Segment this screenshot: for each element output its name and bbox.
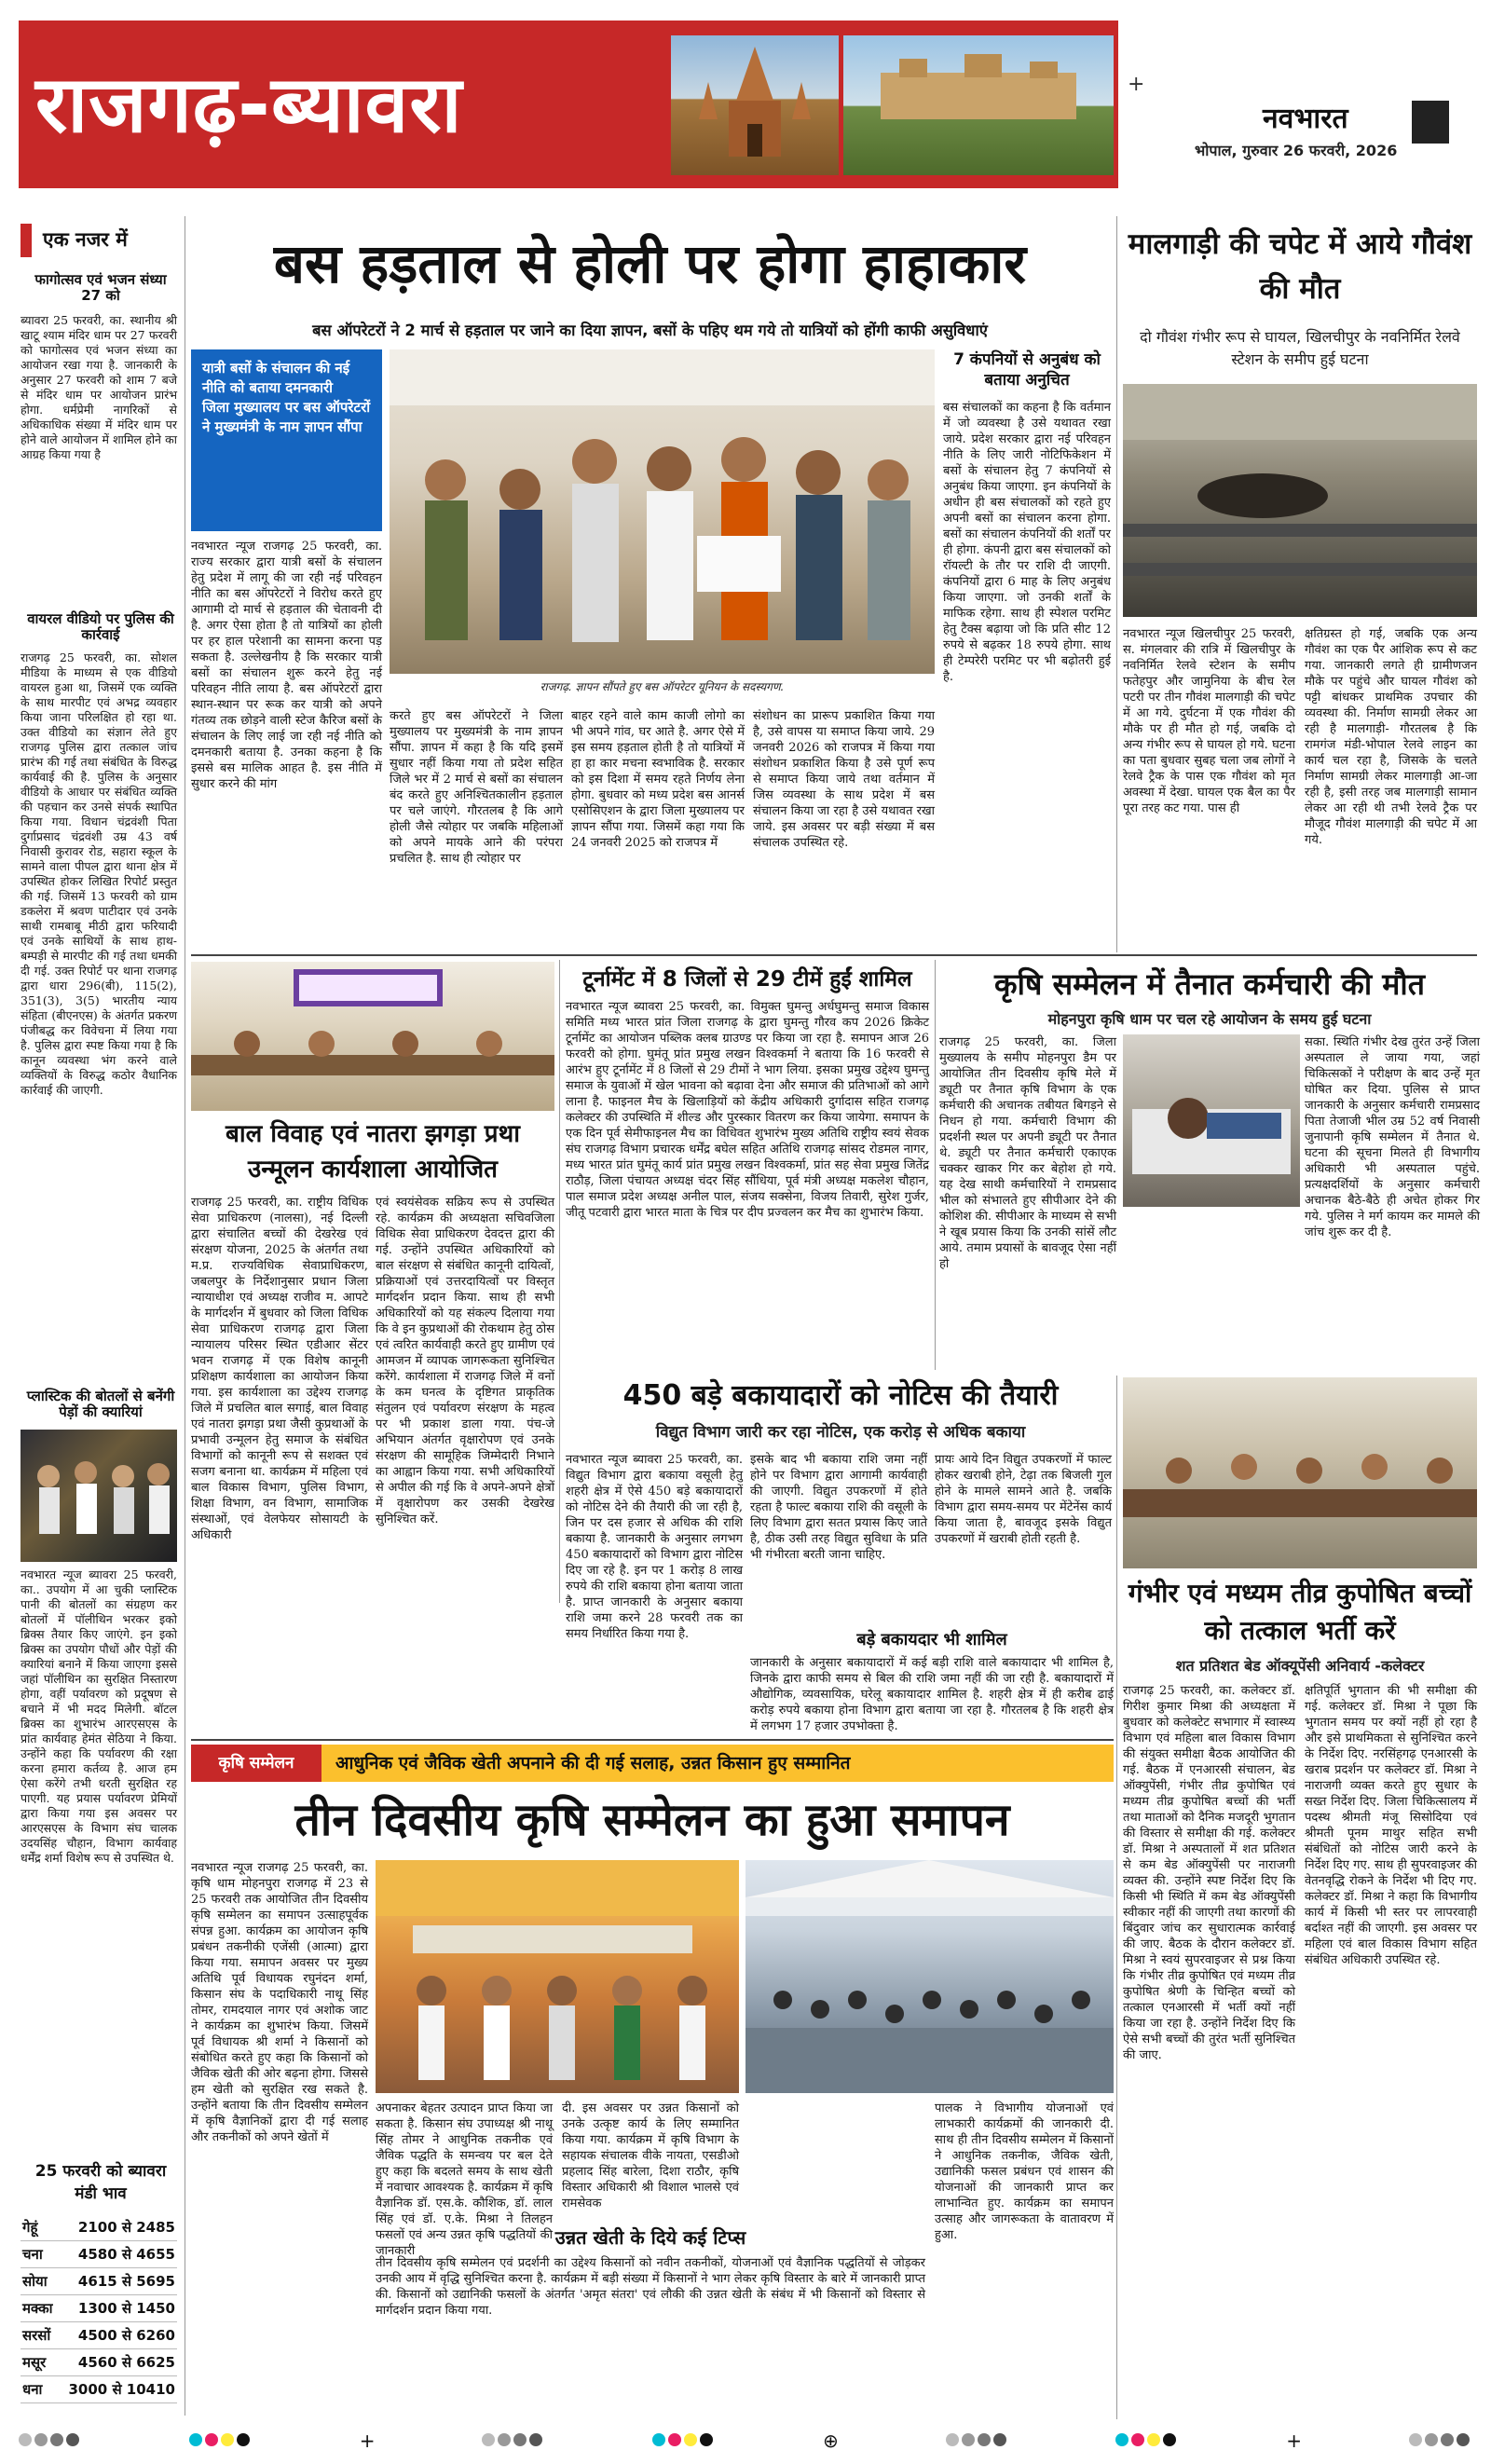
lead-photo-caption: राजगढ़. ज्ञापन सौंपते हुए बस ऑपरेटर यूनियन के सदस्यगण. xyxy=(540,680,785,693)
mandi-row: मक्का 1300 से 1450 xyxy=(21,2295,177,2322)
brief-body: राजगढ़ 25 फरवरी, का. सोशल मीडिया के माध्यम से एक वीडियो वायरल हुआ था, जिसमें एक व्यक्ति के साथ मारपीट एवं अभद्र व्यवहार किया जाना परिलक्षित हो रहा था. उक्त वीडियो का संज्ञान लेते हुए राजगढ़ पुलिस द्वारा तत्काल जांच प्रारंभ की गई तथा संबंधित के विरुद्ध कार्यवाई की है. पुलिस के अनुसार वीडियो के आधार पर संबंधित व्यक्ति की पहचान कर उनसे संपर्क स्थापित किया गया. विधान चंद्रवंशी पिता दुर्गाप्रसाद चंद्रवंशी उम्र 43 वर्ष निवासी कुरावर रोड, सहारा स्कूल के सामने वाला पीपल द्वारा थाना क्षेत्र में उपस्थित होकर लिखित रिपोर्ट प्रस्तुत की गई. जिसमें 13 फरवरी को ग्राम डकलेरा में श्रवण पाटीदार एवं उनके साथी रामबाबू मीठी द्वारा फरियादी एवं उनके साथियों के साथ हाथ-बम्पड़ी से मारपीट की गई तथा धमकी दी गई. उक्त रिपोर्ट पर थाना राजगढ़ द्वारा धारा 296(बी), 115(2), 351(3), 3(5) भारतीय न्याय संहिता (बीएनएस) के अंतर्गत प्रकरण पंजीबद्ध कर विवेचना में लिया गया है. पुलिस द्वारा स्पष्ट किया गया है कि कानून व्यवस्था भंग करने वाले व्यक्तियों के विरुद्ध कठोर वैधानिक कार्रवाई की जाएगी. xyxy=(21,650,177,1097)
child-marriage-headline: बाल विवाह एवं नातरा झगड़ा प्रथा उन्मूलन कार्यशाला आयोजित xyxy=(226,1120,520,1184)
child-marriage-col-2: एवं स्वयंसेवक सक्रिय रूप से उपस्थित रहे. कार्यक्रम की अध्यक्षता सचिवजिला विधिक सेवा प्राधिकरण देवदत्त द्वारा की गई. उन्होंने उपस्थित अधिकारियों को बाल संरक्षण से संबंधित कानूनी दायित्वों, प्रक्रियाओं एवं उत्तरदायित्वों पर विस्तृत मार्गदर्शन प्रदान किया. साथ ही सभी अधिकारियों को यह संकल्प दिलाया गया कि वे इन कुप्रथाओं की रोकथाम हेतु ठोस एवं त्वरित कार्यवाही करते हुए ग्रामीण एवं आमजन में व्यापक जागरूकता सुनिश्चित करेंगे. कार्यशाला में राजगढ़ जिले में वनों के कम घनत्व के दृष्टिगत प्राकृतिक संतुलन एवं पर्यावरण संरक्षण के महत्व पर भी प्रकाश डाला गया. पंच-जे अभियान अंतर्गत वृक्षारोपण एवं उनके संरक्षण की सामूहिक जिम्मेदारी निभाने का आह्वान किया गया. सभी अधिकारियों से अपील की गई कि वे अपने-अपने क्षेत्रों में वृक्षारोपण कर उसकी देखरेख सुनिश्चित करें. xyxy=(376,1196,554,1526)
masthead xyxy=(0,0,1491,198)
agri-headline: तीन दिवसीय कृषि सम्मेलन का हुआ समापन xyxy=(294,1794,1010,1846)
agri-tag-text: कृषि सम्मेलन xyxy=(218,1754,294,1773)
lead-col-3: बाहर रहने वाले काम काजी लोगो का भी अपने गांव, घर आते है. अगर ऐसे में इस समय हड़ताल होती है तो यात्रियों में हा हा कार मचना स्वभाविक है. सरकार को इस दिशा में समय रहते निर्णय लेना होगा. बुधवार को मध्य प्रदेश बस आनर्स एसोसिएशन के द्वारा जिला मुख्यालय पर ज्ञापन सौंपा गया. जिसमें कहा गया कि 24 जनवरी 2025 को राजपत्र में xyxy=(571,709,745,850)
child-marriage-col-1: राजगढ़ 25 फरवरी, का. राष्ट्रीय विधिक सेवा प्राधिकरण (नालसा), नई दिल्ली द्वारा संचालित बच्चों की देखरेख एवं संरक्षण योजना, 2025 के अंतर्गत तथा म.प्र. राज्यविधिक सेवाप्राधिकरण, जबलपुर के निर्देशानुसार प्रधान जिला न्यायाधीश एवं अध्यक्ष राजीव म. आपटे के मार्गदर्शन में बुधवार को जिला विधिक सेवा प्राधिकरण राजगढ़ द्वारा जिला न्यायालय परिसर स्थित एडीआर सेंटर भवन राजगढ़ में एक विशेष कानूनी प्रशिक्षण कार्यशाला का आयोजन किया गया. इस कार्यशाला का उद्देश्य राजगढ़ जिले में प्रचलित बाल सगाई, बाल विवाह एवं नातरा झगड़ा प्रथा जैसी कुप्रथाओं के प्रभावी उन्मूलन हेतु समाज के संबंधित विभागों को कानूनी रूप से सशक्त एवं सजग बनाना था. कार्यक्रम में महिला एवं बाल विकास विभाग, पुलिस विभाग, शिक्षा विभाग, वन विभाग, सामाजिक संस्थाओं, एवं वेलफेयर सोसायटी के अधिकारी xyxy=(191,1196,368,1542)
brief-title: प्लास्टिक की बोतलों से बनेंगी पेड़ों की क्यारियां xyxy=(26,1388,175,1420)
mandi-table xyxy=(21,2214,177,2403)
malnutrition-headline: गंभीर एवं मध्यम तीव्र कुपोषित बच्चों को तत्काल भर्ती करें xyxy=(1128,1578,1472,1646)
agri-tips-body: तीन दिवसीय कृषि सम्मेलन एवं प्रदर्शनी का उद्देश्य किसानों को नवीन तकनीकों, योजनाओं एवं वैज्ञानिक पद्धतियों से जोड़कर उनकी आय में वृद्धि सुनिश्चित करना है. कार्यक्रम में बड़ी संख्या में किसानों ने भाग लेकर कृषि विस्तार के बारे में जानकारी प्राप्त की. किसानों को उद्यानिकी फसलों के अंतर्गत 'अमृत संतरा' एवं लौकी की उन्नत खेती के संबंध में भी किसानों को विस्तार से मार्गदर्शन प्रदान किया गया. xyxy=(376,2256,925,2318)
goods-photo xyxy=(1123,384,1477,617)
sidebar xyxy=(21,216,177,2416)
lead-bluebox-text: यात्री बसों के संचालन की नई नीति को बताया दमनकारी जिला मुख्यालय पर बस ऑपरेटरों ने मुख्यमंत्री के नाम ज्ञापन सौंपा xyxy=(202,360,371,435)
column-divider xyxy=(559,960,560,1603)
paper-name: नवभारत xyxy=(1263,103,1348,135)
malnutrition-col-1: राजगढ़ 25 फरवरी, का. कलेक्टर डॉ. गिरीश कुमार मिश्रा की अध्यक्षता में बुधवार को कलेक्टेट सभागार में स्वास्थ्य विभाग एवं महिला बाल विकास विभाग की संयुक्त समीक्षा बैठक आयोजित की गई. बैठक में एनआरसी संचालन, बेड ऑक्युपेंसी, गंभीर तीव्र कुपोषित एवं मध्यम तीव्र कुपोषित बच्चों की भर्ती तथा माताओं को दैनिक मजदूरी भुगतान की विस्तार से समीक्षा की गई. कलेक्टर डॉ. मिश्रा ने अस्पतालों में शत प्रतिशत से कम बेड ऑक्युपेंसी पर नाराजगी व्यक्त की. उन्होंने स्पष्ट निर्देश दिए कि किसी भी स्थिति में कम बेड ऑक्युपेंसी स्वीकार नहीं की जाएगी तथा कारणों की बिंदुवार जांच कर सुधारात्मक कार्रवाई की जाए. बैठक के दौरान कलेक्टर डॉ. मिश्रा ने स्वयं सुपरवाइजर से प्रश्न किया कि गंभीर तीव्र कुपोषित एवं मध्यम तीव्र कुपोषित श्रेणी के चिन्हित बच्चों को तत्काल एनआरसी में भर्ती क्यों नहीं किया जा रहा है. उन्होंने निर्देश दिए कि ऐसे सभी बच्चों की तुरंत भर्ती सुनिश्चित की जाए. xyxy=(1123,1684,1295,2062)
lead-col-1 xyxy=(191,539,382,949)
electricity-subhead: विद्युत विभाग जारी कर रहा नोटिस, एक करोड़ से अधिक बकाया xyxy=(655,1423,1026,1442)
brief-body: नवभारत न्यूज ब्यावरा 25 फरवरी, का.. उपयोग में आ चुकी प्लास्टिक पानी की बोतलों का संग्रहण कर बोतलों में पॉलीथिन भरकर इको ब्रिक्स तैयार किए जाएंगे. इन इको ब्रिक्स का उपयोग पौधों और पेड़ों की क्यारियां बनाने में किया जाएगा इससे जहां पॉलीथिन का सुरक्षित निस्तारण होगा, वहीं पर्यावरण को प्रदूषण से बचाने में भी मदद मिलेगी. बॉटल ब्रिक्स का शुभारंभ आरएसएस के प्रांत कार्यवाह हेमंत सेठिया ने किया. उन्होंने कहा कि पर्यावरण की रक्षा करना हमारा कर्तव्य है. आज हम ऐसा करेंगे तभी धरती सुरक्षित रह पाएगी. यह प्रयास पर्यावरण प्रेमियों द्वारा किया गया इस अवसर पर आरएसएस के विभाग संघ चालक उदयसिंह चौहान, विभाग कार्यवाह धर्मेंद्र शर्मा विशेष रूप से उपस्थित थे. xyxy=(21,1567,177,1865)
workshop-photo xyxy=(191,962,554,1111)
lead-photo xyxy=(390,349,935,674)
section-title: राजगढ़-ब्यावरा xyxy=(35,59,463,150)
tournament-headline: टूर्नामेंट में 8 जिलों से 29 टीमें हुईं शामिल xyxy=(582,967,912,992)
mandi-row: सरसों 4500 से 6260 xyxy=(21,2322,177,2349)
malnutrition-photo xyxy=(1123,1377,1477,1568)
goods-headline: मालगाड़ी की चपेट में आये गौवंश की मौत xyxy=(1128,227,1472,306)
electricity-subsection-body: जानकारी के अनुसार बकायादारों में कई बड़ी राशि वाले बकायादार भी शामिल है, जिनके द्वारा काफी समय से बिल की राशि जमा नहीं की जा रही है. बकायादारों में औद्योगिक, व्यवसायिक, घरेलू बकायादार शामिल है. शहरी क्षेत्र में ही करीब ढाई करोड़ रुपये बकाया होना विभाग द्वारा बताया जा रहा है. गौरतलब है कि शहरी क्षेत्र में लगभग 17 हजार उपभोक्ता है. xyxy=(750,1656,1114,1733)
mandi-row: गेहूं 2100 से 2485 xyxy=(21,2214,177,2241)
goods-col-2: क्षतिग्रस्त हो गई, जबकि एक अन्य गौवंश का एक पैर आंशिक रूप से कट गया. जानकारी लगते ही ग्रामीणजन मौके पर पहुंचे और घायल गौवंश को पट्टी बांधकर प्राथमिक उपचार की व्यवस्था की. निर्माण सामग्री लेकर आ रही है मालगाड़ी- गौरतलब है कि रामगंज मंडी-भोपाल रेलवे लाइन का कार्य चल रहा है, जिसके के चलते निर्माण सामग्री लेकर मालगाड़ी आ-जा रही है, इसी तरह जब मालगाड़ी सामान लेकर आ रही थी तभी रेलवे ट्रैक पर मौजूद गौवंश मालगाड़ी की चपेट में आ गये. xyxy=(1305,627,1477,847)
lead-col-4: संशोधन का प्रारूप प्रकाशित किया गया है, उसे वापस या समाप्त किया जाये. 29 जनवरी 2026 को राजपत्र में किया गया संशोधन प्रकाशित किया है उसे पूर्ण रूप से समाप्त किया जाये तथा वर्तमान में जिस व्यवस्था के साथ प्रदेश में बस संचालन किया जा रहा है उसे यथावत रखा जाये. इस अवसर पर बड़ी संख्या में बस संचालक उपस्थित रहे. xyxy=(753,709,935,850)
lead-sidebox-body: बस संचालकों का कहना है कि वर्तमान में जो व्यवस्था है उसे यथावत रखा जाये. प्रदेश सरकार द्वारा नई परिवहन नीति के लिए जारी नोटिफिकेशन में बसों के संचालन हेतु 7 कंपनियों से अनुबंध किया जाएगा. इन कंपनियों के अधीन ही बस संचालकों को रहते हुए अपनी बसों का संचालन करना होगा. बसों का संचालन कंपनियों की शर्तों पर ही होगा. कंपनी द्वारा बस संचालकों को रॉयल्टी के तौर पर राशि दी जाएगी. कंपनियों द्वारा 6 माह के लिए अनुबंध किया जाएगा. जो उनकी शर्तों के माफिक रहेगा. साथ ही स्पेशल परमिट हेतु टैक्स बढ़ाया जो कि प्रति सीट 12 रुपये से बढ़कर 18 रुपये होगा. साथ ही टेम्परेरी परमिट पर भी बढ़ोतरी हुई है. xyxy=(943,401,1111,684)
agri-photo-crowd xyxy=(746,1860,1114,2093)
masthead-photo-temple xyxy=(671,35,839,175)
register-mark-icon: + xyxy=(359,2430,376,2452)
dateline: भोपाल, गुरुवार 26 फरवरी, 2026 xyxy=(1195,142,1398,159)
lead-col-1-text: नवभारत न्यूज राजगढ़ 25 फरवरी, का. राज्य सरकार द्वारा यात्री बसों के संचालन हेतु प्रदेश में लागू की जा रही नई परिवहन नीति का बस ऑपरेटरों ने विरोध करते हुए आगामी दो मार्च से हड़ताल की चेतावनी दी है. अगर ऐसा होता है तो यात्रियों का होली पर हर हाल परेशानी का सामना करना पड़ सकता है. उल्लेखनीय है कि सरकार यात्री बसों का संचालन शुरू करने हेतु नई परिवहन नीति लाया है. बस ऑपरेटरों द्वारा स्थान-स्थान पर रूक कर यात्री को अपने गंतव्य तक छोड़ने वाली स्टेज कैरिज बसों के संचालन के लिए लाई जा रही नई नीति को दमनकारी बताया है. उनका कहना है कि इससे बस मालिक आहत है. इस नीति में सुधार करने की मांग xyxy=(191,540,382,791)
agri-col-3: दी. इस अवसर पर उन्नत किसानों को उनके उत्कृष्ट कार्य के लिए सम्मानित किया गया. कार्यक्रम में कृषि विभाग के सहायक संचालक वीके नायता, एसडीओ प्रहलाद सिंह बारेला, दिशा राठौर, कृषि विस्तार अधिकारी श्री विशाल भालसे एवं रामसेवक xyxy=(562,2101,739,2211)
agri-kicker: आधुनिक एवं जैविक खेती अपनाने की दी गई सलाह, उन्नत किसान हुए सम्मानित xyxy=(335,1753,851,1773)
sidebar-header xyxy=(21,216,177,265)
employee-death-subhead: मोहनपुरा कृषि धाम पर चल रहे आयोजन के समय हुई घटना xyxy=(1047,1010,1372,1028)
electricity-subsection-title: बड़े बकायदार भी शामिल xyxy=(856,1630,1007,1650)
agri-col-2: अपनाकर बेहतर उत्पादन प्राप्त किया जा सकता है. किसान संघ उपाध्यक्ष श्री नाथू सिंह तोमर ने आधुनिक तकनीक एवं जैविक पद्धति के समन्वय पर बल देते हुए कहा कि बदलते समय के साथ खेती में नवाचार आवश्यक है. कार्यक्रम में कृषि वैज्ञानिक डॉ. एस.के. कौशिक, डॉ. लाल सिंह एवं डॉ. ए.के. मिश्रा ने तिलहन फसलों एवं अन्य उन्नत कृषि पद्धतियों की जानकारी xyxy=(376,2101,553,2258)
employee-death-col-1: राजगढ़ 25 फरवरी, का. जिला मुख्यालय के समीप मोहनपुरा डैम पर आयोजित तीन दिवसीय कृषि मेले में ड्यूटी पर तैनात कृषि विभाग के एक कर्मचारी की अचानक तबीयत बिगड़ने से निधन हो गया. कर्मचारी विभाग की प्रदर्शनी स्थल पर अपनी ड्यूटी पर तैनात थे. ड्यूटी पर तैनात कर्मचारी एकाएक चक्कर खाकर गिर कर बेहोश हो गये. यह देख साथी कर्मचारियों ने रामप्रसाद भील को संभालते हुए सीपीआर देने की कोशिश की. सीपीआर के माध्यम से सभी ने खूब प्रयास किया कि उनकी सांसें लौट आये. तमाम प्रयासों के बावजूद ऐसा नहीं हो xyxy=(939,1035,1116,1271)
lead-sidebox xyxy=(943,349,1111,946)
goods-col-1: नवभारत न्यूज खिलचीपुर 25 फरवरी, स. मंगलवार की रात्रि में खिलचीपुर के नवनिर्मित रेलवे स्टेशन के समीप फतेहपुर और जामुनिया के बीच रेल पटरी पर तीन गौवंश मालगाड़ी की चपेट में आ गये. दुर्घटना में एक गौवंश की मौके पर ही मौत हो गई, जबकि दो अन्य गंभीर रूप से घायल हो गये. घटना का पता बुधवार सुबह चला जब लोगों ने रेलवे ट्रैक के पास एक गौवंश को मृत अवस्था में देखा. घायल एक बैल का पैर पूरा तरह कट गया. पास ही xyxy=(1123,627,1295,815)
employee-death-photo xyxy=(1123,1034,1300,1207)
electricity-headline: 450 बड़े बकायादारों को नोटिस की तैयारी xyxy=(622,1379,1059,1412)
agri-tag xyxy=(191,1745,321,1782)
sidebar-header-text: एक नजर में xyxy=(43,228,128,251)
section-divider xyxy=(191,1739,1114,1741)
paper-logo-block xyxy=(1412,101,1449,144)
register-mark-icon: ⊕ xyxy=(822,2430,839,2452)
mandi-row: मसूर 4560 से 6625 xyxy=(21,2349,177,2376)
masthead-photo-fort xyxy=(843,35,1114,175)
mandi-title: 25 फरवरी को ब्यावरा मंडी भाव xyxy=(34,2162,167,2203)
electricity-col-2: इसके बाद भी बकाया राशि जमा नहीं होने पर विभाग द्वारा आगामी कार्यवाही की जाएगी. विद्युत उपकरणों में होते रहता है फाल्ट बकाया राशि की वसूली के लिए विभाग द्वारा सतत प्रयास किए जाते है, ठीक उसी तरह विद्युत सुविधा के प्रति भी गंभीरता बरती जाना चाहिए. xyxy=(750,1453,927,1562)
electricity-col-1: नवभारत न्यूज ब्यावरा 25 फरवरी, का. विद्युत विभाग द्वारा बकाया वसूली हेतु शहरी क्षेत्र में ऐसे 450 बड़े बकायादारों को नोटिस देने की तैयारी की जा रही है, जिन पर दस हजार से अधिक की राशि बकाया है. जानकारी के अनुसार लगभग 450 बकायादारों को विभाग द्वारा नोटिस दिए जा रहे है. इन पर 1 करोड़ 8 लाख रुपये की राशि बकाया होना बताया जाता है. प्राप्त जानकारी के अनुसार बकाया राशि जमा करने 28 फरवरी तक का समय निर्धारित किया गया है. xyxy=(566,1453,743,1641)
lead-sidebox-title: 7 कंपनियों से अनुबंध को बताया अनुचित xyxy=(953,350,1101,390)
column-divider xyxy=(935,960,936,1370)
brief-title: वायरल वीडियो पर पुलिस की कार्रवाई xyxy=(27,610,174,643)
lead-col-2: करते हुए बस ऑपरेटरों ने जिला मुख्यालय पर मुख्यमंत्री के नाम ज्ञापन सौंपा. ज्ञापन में कहा है कि यदि इसमें सुधार नहीं किया गया तो प्रदेश सहित जिले भर में 2 मार्च से बसों का संचालन बंद करते हुए अनिश्चितकालीन हड़ताल पर चले जाएंगे. गौरतलब है कि आगे होली जैसे त्योहार पर जबकि महिलाओं को अपने मायके आने की परंपरा प्रचलित है. साथ ही त्योहार पर xyxy=(390,709,563,866)
register-mark-icon: + xyxy=(1286,2430,1303,2452)
footer-color-bar xyxy=(19,2427,1472,2455)
employee-death-headline: कृषि सम्मेलन में तैनात कर्मचारी की मौत xyxy=(994,966,1425,1002)
register-mark-icon: + xyxy=(1128,73,1145,96)
mandi-row: चना 4580 से 4655 xyxy=(21,2241,177,2268)
column-divider xyxy=(1116,216,1117,952)
agri-col-4: पालक ने विभागीय योजनाओं एवं लाभकारी कार्यक्रमों की जानकारी दी. साथ ही तीन दिवसीय सम्मेलन में किसानों ने आधुनिक तकनीक, जैविक खेती, उद्यानिकी फसल प्रबंधन एवं शासन की योजनाओं की जानकारी प्राप्त कर लाभान्वित हुए. कार्यक्रम का समापन उत्साह और जागरूकता के वातावरण में हुआ. xyxy=(935,2101,1114,2242)
section-divider xyxy=(191,954,1477,956)
brief-body: ब्यावरा 25 फरवरी, का. स्थानीय श्री खाटू श्याम मंदिर धाम पर 27 फरवरी को फागोत्सव एवं भजन संध्या का आयोजन रखा गया है. जानकारी के अनुसार 27 फरवरी को शाम 7 बजे से मंदिर धाम पर आयोजन प्रारंभ होगा. धर्मप्रेमी नागरिकों से अधिकाधिक संख्या में मंदिर धाम पर होने वाले आयोजन में शामिल होने का आग्रह किया गया है xyxy=(21,313,177,461)
brief-title: फागोत्सव एवं भजन संध्या 27 को xyxy=(34,271,167,304)
temple-icon xyxy=(671,35,839,175)
malnutrition-col-2: क्षतिपूर्ति भुगतान की भी समीक्षा की गई. कलेक्टर डॉ. मिश्रा ने पूछा कि भुगतान समय पर क्यों नहीं हो रहा है और इसे प्राथमिकता से सुनिश्चित करने के निर्देश दिए. नरसिंहगढ़ एनआरसी के खराब प्रदर्शन पर कलेक्टर डॉ. मिश्रा ने नाराजगी व्यक्त करते हुए सुधार के सख्त निर्देश दिए. जिला चिकित्सालय में पदस्थ श्रीमती मंजू सिसोदिया एवं श्रीमती पूनम माथुर सहित सभी संबंधितों को नोटिस जारी करने के निर्देश दिए गए. साथ ही सुपरवाइजर की वेतनवृद्धि रोकने के निर्देश भी दिए गए. कलेक्टर डॉ. मिश्रा ने कहा कि विभागीय कार्य में किसी भी स्तर पर लापरवाही बर्दाश्त नहीं की जाएगी. इस अवसर पर महिला एवं बाल विकास विभाग सहित संबंधित अधिकारी उपस्थित रहे. xyxy=(1305,1684,1477,1967)
agri-photo-stage xyxy=(376,1860,739,2093)
column-divider xyxy=(1116,1376,1117,2419)
tournament-body: नवभारत न्यूज ब्यावरा 25 फरवरी, का. विमुक्त घुमन्तु अर्धघुमन्तु समाज विकास समिति मध्य भारत प्रांत जिला राजगढ़ के द्वारा घुमन्तु गौरव कप 2026 क्रिकेट टूर्नामेंट का आयोजन पब्लिक क्लब ग्राउण्ड पर किया जा रहा है. समापन आज 26 फरवरी को होगा. घुमंतू प्रांत प्रमुख लखन विश्वकर्मा ने बताया कि 16 फरवरी से आरंभ हुए टूर्नामेंट में 8 जिलों से 29 टीमों ने भाग लिया. इसका प्रमुख उद्देश्य घुमन्तु समाज के युवाओं में खेल भावना को बढ़ावा देना और समाज की प्रतिभाओं को आगे लाना है. फाइनल मैच के खिलाड़ियों को केंद्रीय अधिकारी दुर्गादास सहित राजगढ़ कलेक्टर की उपस्थिति में शील्ड और पुरस्कार वितरण कर किया जायेगा. समापन के एक दिन पूर्व सेमीफाइनल मैच का विधिवत शुभारंभ मुख्य अतिथि राष्ट्रीय स्वयं सेवक संघ राजगढ़ विभाग प्रचारक धर्मेंद्र बघेल सहित अतिथि राजगढ़ सांसद रोडमल नागर, मध्य भारत प्रांत घुमंतू कार्य प्रांत प्रमुख लखन विश्वकर्मा, प्रांत सह सेवा प्रमुख जितेंद्र राठौड़, जिला पंचायत अध्यक्ष चंदर सिंह सौंधिया, पूर्व मंत्री अध्यक्ष मकलेश चौहान, पाल समाज प्रदेश अध्यक्ष अनील पाल, संजय सक्सेना, विजय तिवारी, सुरेश गुर्जर, जीतू पटवारी द्वारा भारत माता के चित्र पर दीप प्रज्वलन कर मैच का शुभारंभ किया. xyxy=(566,1000,929,1220)
malnutrition-subhead: शत प्रतिशत बेड ऑक्यूपेंसी अनिवार्य -कलेक्टर xyxy=(1175,1657,1425,1675)
fort-icon xyxy=(843,35,1114,175)
mandi-row: धना 3000 से 10410 xyxy=(21,2376,177,2403)
brief-photo xyxy=(21,1430,177,1562)
lead-subhead: बस ऑपरेटरों ने 2 मार्च से हड़ताल पर जाने का दिया ज्ञापन, बसों के पहिए थम गये तो यात्रियों को होंगी काफी असुविधाएं xyxy=(312,322,988,339)
agri-col-1: नवभारत न्यूज राजगढ़ 25 फरवरी, का. कृषि धाम मोहनपुरा राजगढ़ में 23 से 25 फरवरी तक आयोजित तीन दिवसीय कृषि सम्मेलन का समापन उत्साहपूर्वक संपन्न हुआ. कार्यक्रम का आयोजन कृषि प्रबंधन तकनीकी एजेंसी (आत्मा) द्वारा किया गया. समापन अवसर पर मुख्य अतिथि पूर्व विधायक रघुनंदन शर्मा, किसान संघ के पदाधिकारी नाथू सिंह तोमर, रामदयाल नागर एवं अशोक जाट ने कार्यक्रम का शुभारंभ किया. जिसमें पूर्व विधायक श्री शर्मा ने किसानों को संबोधित करते हुए कहा कि किसानों को जैविक खेती की ओर बढ़ना होगा. जिससे हम खेती को सुरक्षित रख सकते है. उन्होंने बताया कि तीन दिवसीय सम्मेलन में कृषि वैज्ञानिकों द्वारा दी गई सलाह और तकनीकों को अपने खेतों में xyxy=(191,1861,368,2144)
agri-tips-title: उन्नत खेती के दिये कई टिप्स xyxy=(554,2226,746,2249)
employee-death-col-2: सका. स्थिति गंभीर देख तुरंत उन्हें जिला अस्पताल ले जाया गया, जहां चिकित्सकों ने परीक्षण के बाद उन्हें मृत घोषित कर दिया. पुलिस से प्राप्त जानकारी के अनुसार कर्मचारी रामप्रसाद पिता तेजाजी भील उम्र 52 वर्ष निवासी जुनापानी कृषि सम्मेलन में तैनात थे. घटना की सूचना मिलते ही विभागीय अधिकारी भी अस्पताल पहुंचे. प्रत्यक्षदर्शियों के अनुसार कर्मचारी अचानक बैठे-बैठे ही अचेत होकर गिर गये. पुलिस ने मर्ग कायम कर मामले की जांच शुरू कर दी है. xyxy=(1305,1035,1480,1239)
mandi-row: सोया 4615 से 5695 xyxy=(21,2268,177,2295)
goods-subhead: दो गौवंश गंभीर रूप से घायल, खिलचीपुर के नवनिर्मित रेलवे स्टेशन के समीप हुई घटना xyxy=(1140,328,1460,368)
lead-bluebox xyxy=(191,349,382,531)
lead-headline: बस हड़ताल से होली पर होगा हाहाकार xyxy=(273,232,1027,295)
electricity-col-3: प्रायः आये दिन विद्युत उपकरणों में फाल्ट होकर खराबी होने, टेढ़ा तक बिजली गुल होने के मामले सामने आते है. जबकि विभाग द्वारा समय-समय पर मेंटेनेंस कार्य किया जाता है, बावजूद इसके विद्युत उपकरणों में खराबी होती रहती है. xyxy=(935,1453,1112,1546)
